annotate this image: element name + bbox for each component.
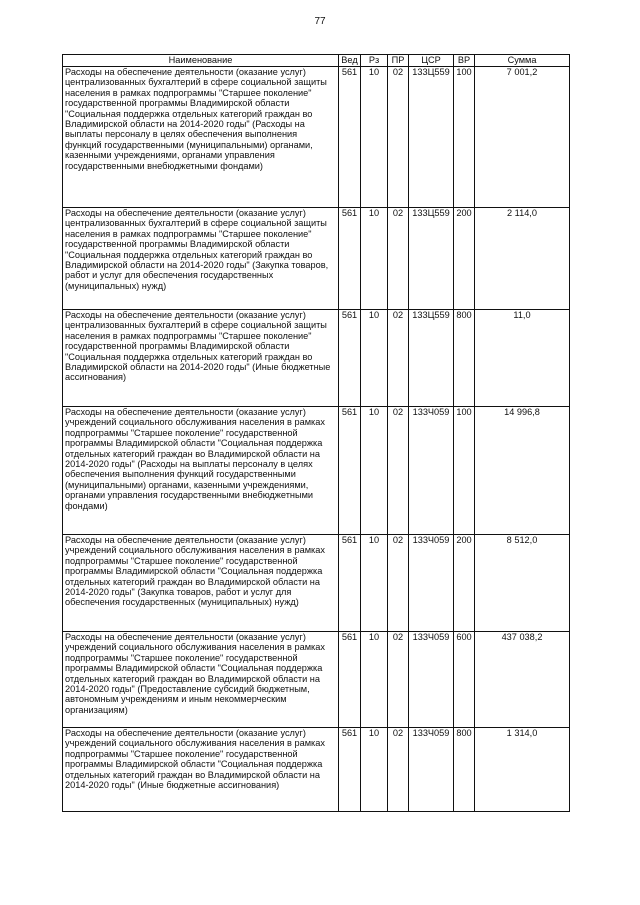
row-ved: 561 xyxy=(339,728,361,812)
table-row xyxy=(63,407,570,535)
row-csr: 133Ц559 xyxy=(409,208,454,310)
table-row xyxy=(63,632,570,728)
row-name: Расходы на обеспечение деятельности (оказание услуг) учреждений социального обслуживания населения в рамках подпрограммы "Старшее поколение" государственной программы Владимирской области "Социальная поддержка отдельных категорий граждан во Владимирской области на 2014-2020 годы" (Расходы на выплаты персоналу в целях обеспечения выполнения функций государственными (муниципальными) органами, казенными учреждениями, органами управления государственными внебюджетными фондами) xyxy=(63,407,339,535)
row-sum: 1 314,0 xyxy=(475,728,570,812)
row-name: Расходы на обеспечение деятельности (оказание услуг) учреждений социального обслуживания населения в рамках подпрограммы "Старшее поколение" государственной программы Владимирской области "Социальная поддержка отдельных категорий граждан во Владимирской области на 2014-2020 годы" (Закупка товаров, работ и услуг для обеспечения государственных (муниципальных) нужд) xyxy=(63,535,339,632)
row-sum: 8 512,0 xyxy=(475,535,570,632)
header-name: Наименование xyxy=(63,55,339,67)
row-name: Расходы на обеспечение деятельности (оказание услуг) централизованных бухгалтерий в сфере социальной защиты населения в рамках подпрограммы "Старшее поколение" государственной программы Владимирской области "Социальная поддержка отдельных категорий граждан во Владимирской области на 2014-2020 годы" (Расходы на выплаты персоналу в целях обеспечения выполнения функций государственными (муниципальными) органами, казенными учреждениями, органами управления государственными внебюджетными фондами) xyxy=(63,67,339,208)
row-rz: 10 xyxy=(361,310,388,407)
row-ved: 561 xyxy=(339,407,361,535)
header-csr: ЦСР xyxy=(409,55,454,67)
row-vr: 200 xyxy=(454,208,475,310)
row-pr: 02 xyxy=(388,208,409,310)
row-pr: 02 xyxy=(388,67,409,208)
table-row xyxy=(63,310,570,407)
header-row xyxy=(63,55,570,67)
row-csr: 133Ц559 xyxy=(409,310,454,407)
row-sum: 7 001,2 xyxy=(475,67,570,208)
header-vr: ВР xyxy=(454,55,475,67)
header-pr: ПР xyxy=(388,55,409,67)
row-sum: 14 996,8 xyxy=(475,407,570,535)
table-row xyxy=(63,208,570,310)
row-ved: 561 xyxy=(339,632,361,728)
row-vr: 100 xyxy=(454,67,475,208)
row-name: Расходы на обеспечение деятельности (оказание услуг) учреждений социального обслуживания населения в рамках подпрограммы "Старшее поколение" государственной программы Владимирской области "Социальная поддержка отдельных категорий граждан во Владимирской области на 2014-2020 годы" (Иные бюджетные ассигнования) xyxy=(63,728,339,812)
row-ved: 561 xyxy=(339,67,361,208)
table-row xyxy=(63,728,570,812)
row-csr: 133Ч059 xyxy=(409,728,454,812)
row-name: Расходы на обеспечение деятельности (оказание услуг) централизованных бухгалтерий в сфере социальной защиты населения в рамках подпрограммы "Старшее поколение" государственной программы Владимирской области "Социальная поддержка отдельных категорий граждан во Владимирской области на 2014-2020 годы" (Иные бюджетные ассигнования) xyxy=(63,310,339,407)
header-rz: Рз xyxy=(361,55,388,67)
row-pr: 02 xyxy=(388,535,409,632)
row-csr: 133Ч059 xyxy=(409,632,454,728)
row-csr: 133Ч059 xyxy=(409,407,454,535)
row-sum: 437 038,2 xyxy=(475,632,570,728)
row-rz: 10 xyxy=(361,632,388,728)
row-pr: 02 xyxy=(388,310,409,407)
row-name: Расходы на обеспечение деятельности (оказание услуг) централизованных бухгалтерий в сфере социальной защиты населения в рамках подпрограммы "Старшее поколение" государственной программы Владимирской области "Социальная поддержка отдельных категорий граждан во Владимирской области на 2014-2020 годы" (Закупка товаров, работ и услуг для обеспечения государственных (муниципальных) нужд) xyxy=(63,208,339,310)
row-pr: 02 xyxy=(388,407,409,535)
header-ved: Вед xyxy=(339,55,361,67)
row-rz: 10 xyxy=(361,407,388,535)
row-sum: 2 114,0 xyxy=(475,208,570,310)
row-csr: 133Ц559 xyxy=(409,67,454,208)
row-sum: 11,0 xyxy=(475,310,570,407)
row-rz: 10 xyxy=(361,535,388,632)
row-vr: 100 xyxy=(454,407,475,535)
table-row xyxy=(63,67,570,208)
table-row xyxy=(63,535,570,632)
row-csr: 133Ч059 xyxy=(409,535,454,632)
row-rz: 10 xyxy=(361,728,388,812)
row-vr: 200 xyxy=(454,535,475,632)
row-pr: 02 xyxy=(388,632,409,728)
row-name: Расходы на обеспечение деятельности (оказание услуг) учреждений социального обслуживания населения в рамках подпрограммы "Старшее поколение" государственной программы Владимирской области "Социальная поддержка отдельных категорий граждан во Владимирской области на 2014-2020 годы" (Предоставление субсидий бюджетным, автономным учреждениям и иным некоммерческим организациям) xyxy=(63,632,339,728)
row-vr: 600 xyxy=(454,632,475,728)
row-rz: 10 xyxy=(361,208,388,310)
row-rz: 10 xyxy=(361,67,388,208)
page-number: 77 xyxy=(314,16,326,27)
row-pr: 02 xyxy=(388,728,409,812)
header-sum: Сумма xyxy=(475,55,570,67)
row-ved: 561 xyxy=(339,535,361,632)
row-ved: 561 xyxy=(339,208,361,310)
row-vr: 800 xyxy=(454,310,475,407)
row-vr: 800 xyxy=(454,728,475,812)
budget-table xyxy=(62,54,570,812)
row-ved: 561 xyxy=(339,310,361,407)
